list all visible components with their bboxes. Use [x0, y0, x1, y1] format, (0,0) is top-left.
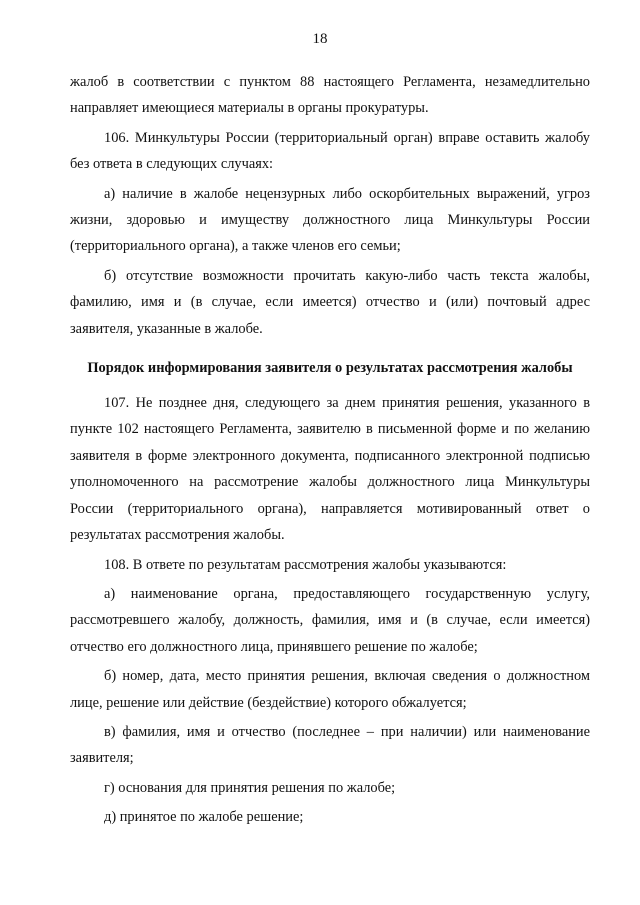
paragraph-108-a: а) наименование органа, предоставляющего государственную услугу, рассмотревшего жалобу, должность, фамилия, имя и (в случае, если имеется) отчество его должностного лица, принявшего решение по жалобе;	[70, 585, 590, 655]
page-number: 18	[312, 31, 328, 47]
paragraph-107: 107. Не позднее дня, следующего за днем принятия решения, указанного в пункте 102 настоящего Регламента, заявителю в письменной форме и по желанию заявителя в форме электронного документа, подписанного электронной подписью уполномоченного на рассмотрение жалобы должностного лица Минкультуры России (территориального органа), направляется мотивированный ответ о результатах рассмотрения жалобы.	[70, 395, 590, 544]
paragraph-106-b: б) отсутствие возможности прочитать какую-либо часть текста жалобы, фамилию, имя и (в случае, если имеется) отчество и (или) почтовый адрес заявителя, указанные в жалобе.	[70, 267, 590, 337]
paragraph-108-v: в) фамилия, имя и отчество (последнее – при наличии) или наименование заявителя;	[70, 723, 590, 767]
paragraph-108-d: д) принятое по жалобе решение;	[104, 809, 304, 826]
paragraph-108-g: г) основания для принятия решения по жалобе;	[104, 779, 396, 796]
document-body	[70, 69, 590, 834]
paragraph-106-a: а) наличие в жалобе нецензурных либо оскорбительных выражений, угроз жизни, здоровью и имуществу должностного лица Минкультуры России (территориального органа), а также членов его семьи;	[70, 185, 590, 255]
paragraph-106: 106. Минкультуры России (территориальный орган) вправе оставить жалобу без ответа в следующих случаях:	[70, 129, 590, 173]
paragraph-continuation: жалоб в соответствии с пунктом 88 настоящего Регламента, незамедлительно направляет имеющиеся материалы в органы прокуратуры.	[70, 74, 590, 117]
paragraph-108: 108. В ответе по результатам рассмотрения жалобы указываются:	[104, 556, 507, 573]
paragraph-108-b: б) номер, дата, место принятия решения, включая сведения о должностном лице, решение или действие (бездействие) которого обжалуется;	[70, 668, 590, 711]
section-heading: Порядок информирования заявителя о результатах рассмотрения жалобы	[87, 360, 573, 377]
